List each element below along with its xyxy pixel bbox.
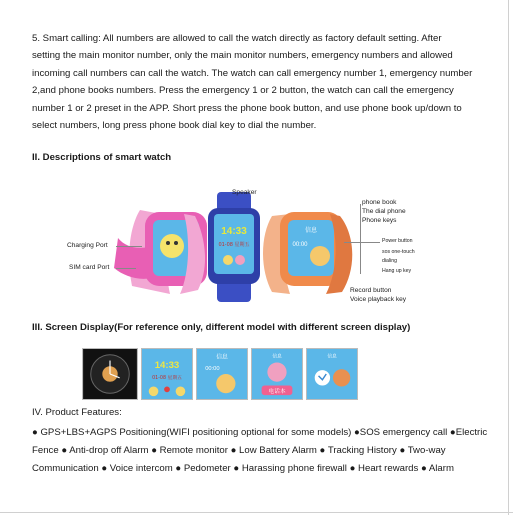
paragraph-line: select numbers, long press phone book dial key to dial the number. bbox=[32, 120, 317, 132]
screen-counter-text: 00:00 bbox=[205, 366, 220, 373]
paragraph-line: incoming call numbers can call the watch. The watch can call emergency number 1, emergency number bbox=[32, 67, 473, 79]
sos-label: sos one-touch bbox=[382, 249, 415, 255]
dialing-label: dialing bbox=[382, 258, 397, 264]
voice-playback-label: Voice playback key bbox=[350, 296, 407, 303]
power-button-label: Power button bbox=[382, 238, 413, 244]
leader-line bbox=[116, 246, 142, 247]
leader-line bbox=[116, 268, 136, 269]
charging-port-label: Charging Port bbox=[67, 242, 108, 249]
paragraph-line: 2,and phone books numbers. Press the emergency 1 or 2 button, the watch can call the emergency bbox=[32, 85, 454, 97]
watch-header-text: 信息 bbox=[304, 227, 318, 234]
screen-header-text: 信息 bbox=[327, 354, 337, 360]
screen-time-text: 14:33 bbox=[154, 360, 180, 372]
descriptions-heading: II. Descriptions of smart watch bbox=[32, 152, 172, 163]
sim-port-label: SIM card Port bbox=[69, 264, 110, 271]
watch-counter-text: 00:00 bbox=[292, 242, 308, 248]
watch-time-text: 14:33 bbox=[221, 226, 247, 237]
screen-thumbnails bbox=[82, 348, 372, 400]
screen-header-text: 信息 bbox=[272, 354, 282, 360]
pink-watch bbox=[114, 210, 207, 294]
screen-header-text: 信息 bbox=[216, 354, 228, 361]
orange-watch bbox=[263, 212, 352, 294]
watch-diagram bbox=[60, 186, 480, 306]
paragraph-line: number 1 or 2 preset in the APP. Short press the phone book button, and use phone book up/down to bbox=[32, 102, 462, 114]
speaker-label: Speaker bbox=[232, 189, 257, 196]
phone-keys-label: Phone keys bbox=[362, 217, 397, 224]
screen-clock bbox=[82, 348, 138, 400]
paragraph-line: 5. Smart calling: All numbers are allowed to call the watch directly as factory default setting. After bbox=[32, 33, 442, 44]
phonebook-label-text: 电话本 bbox=[268, 389, 286, 396]
screen-date-text: 01-08 星期五 bbox=[152, 375, 182, 381]
screen-call bbox=[306, 348, 358, 400]
features-line: ● GPS+LBS+AGPS Positioning(WIFI positioning optional for some models) ●SOS emergency call ●Electric bbox=[32, 427, 488, 438]
page-edge-right bbox=[508, 0, 509, 515]
features-line: Communication ● Voice intercom ● Pedometer ● Harassing phone firewall ● Heart rewards ● Alarm bbox=[32, 463, 454, 474]
hang-up-label: Hang up key bbox=[382, 268, 412, 274]
screen-display-heading: III. Screen Display(For reference only, different model with different screen display) bbox=[32, 322, 411, 333]
features-list bbox=[32, 424, 492, 478]
dial-phone-label: The dial phone bbox=[362, 208, 406, 215]
leader-line bbox=[344, 242, 380, 243]
page-edge-bottom bbox=[0, 512, 513, 513]
record-button-label: Record button bbox=[350, 287, 392, 294]
leader-line bbox=[360, 204, 361, 274]
screen-phonebook bbox=[251, 348, 303, 400]
screen-message bbox=[196, 348, 248, 400]
watch-date-text: 01-08 星期五 bbox=[218, 242, 250, 248]
phone-book-label: phone book bbox=[362, 199, 397, 206]
features-line: Fence ● Anti-drop off Alarm ● Remote monitor ● Low Battery Alarm ● Tracking History ● Two-way bbox=[32, 445, 446, 456]
paragraph-line: setting the main monitor number, only the main monitor numbers, emergency numbers and allowed bbox=[32, 50, 453, 62]
product-features-heading: IV. Product Features: bbox=[32, 407, 122, 418]
blue-watch bbox=[208, 192, 260, 302]
screen-time bbox=[141, 348, 193, 400]
smart-calling-paragraph bbox=[32, 30, 487, 134]
